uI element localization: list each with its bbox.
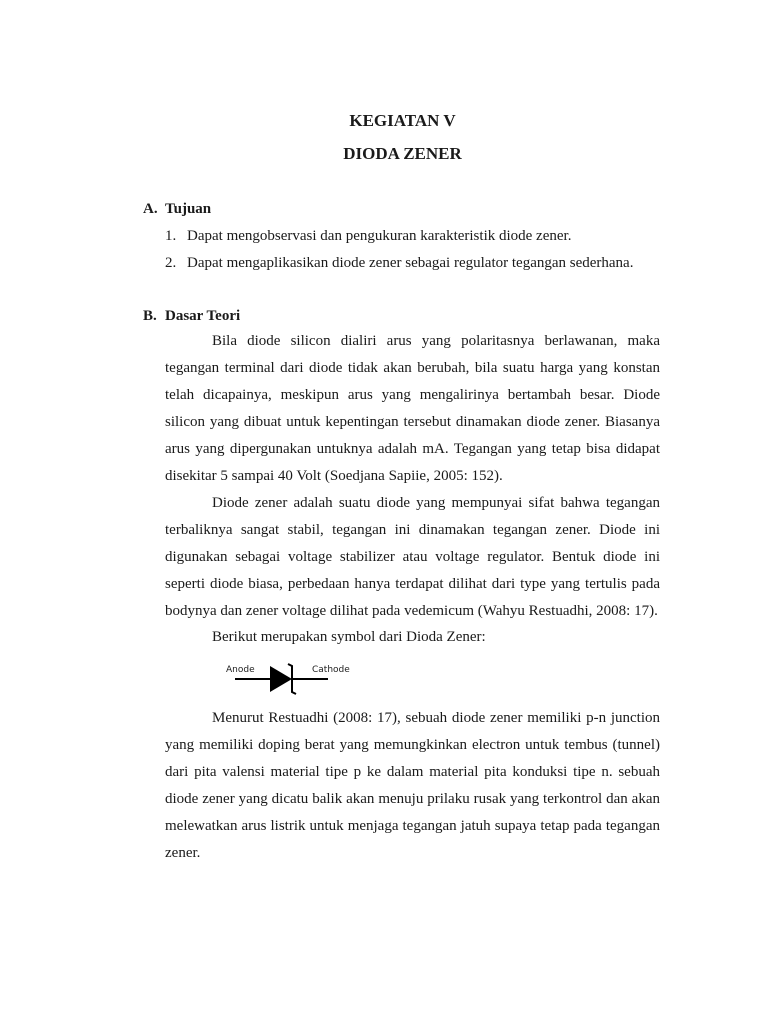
diode-triangle xyxy=(270,666,292,692)
page-title: KEGIATAN V xyxy=(349,111,456,130)
section-a-title: Tujuan xyxy=(165,201,212,217)
list-item-text: Dapat mengobservasi dan pengukuran karakteristik diode zener. xyxy=(187,228,572,244)
list-item-number: 2. xyxy=(165,255,177,271)
symbol-caption: Berikut merupakan symbol dari Dioda Zener: xyxy=(212,629,486,645)
cathode-label: Cathode xyxy=(312,665,350,675)
anode-label: Anode xyxy=(226,665,255,675)
list-item-text: Dapat mengaplikasikan diode zener sebagai regulator tegangan sederhana. xyxy=(187,255,634,271)
list-item xyxy=(165,254,633,272)
list-item-number: 1. xyxy=(165,228,177,244)
section-a-heading xyxy=(143,200,211,218)
section-a-letter: A. xyxy=(143,201,158,217)
section-b-title: Dasar Teori xyxy=(165,308,241,324)
zener-diode-diagram xyxy=(218,658,358,698)
section-b-letter: B. xyxy=(143,308,157,324)
page-subtitle: DIODA ZENER xyxy=(343,144,462,163)
list-item xyxy=(165,227,571,245)
paragraph-2: Diode zener adalah suatu diode yang mempunyai sifat bahwa tegangan terbaliknya sangat stabil, tegangan ini dinamakan tegangan zener. Diode ini digunakan sebagai voltage stabilizer atau voltage regulator. Bentuk diode ini seperti diode biasa, perbedaan hanya terdapat dilihat dari type yang tertulis pada bodynya dan zener voltage dilihat pada vedemicum (Wahyu Restuadhi, 2008: 17). xyxy=(165,495,660,619)
paragraph-3: Menurut Restuadhi (2008: 17), sebuah diode zener memiliki p-n junction yang memiliki doping berat yang memungkinkan electron untuk tembus (tunnel) dari pita valensi material tipe p ke dalam material pita konduksi tipe n. sebuah diode zener yang dicatu balik akan menuju prilaku rusak yang terkontrol dan akan melewatkan arus listrik untuk menjaga tegangan jatuh supaya tetap pada tegangan zener. xyxy=(165,710,660,861)
paragraph-1: Bila diode silicon dialiri arus yang polaritasnya berlawanan, maka tegangan terminal dari diode tidak akan berubah, bila suatu harga yang konstan telah dicapainya, meskipun arus yang mengalirinya bertambah besar. Diode silicon yang dibuat untuk kepentingan tersebut dinamakan diode zener. Biasanya arus yang dipergunakan untuknya adalah mA. Tegangan yang tetap bisa didapat disekitar 5 sampai 40 Volt (Soedjana Sapiie, 2005: 152). xyxy=(165,333,660,484)
section-b-heading xyxy=(143,307,240,325)
